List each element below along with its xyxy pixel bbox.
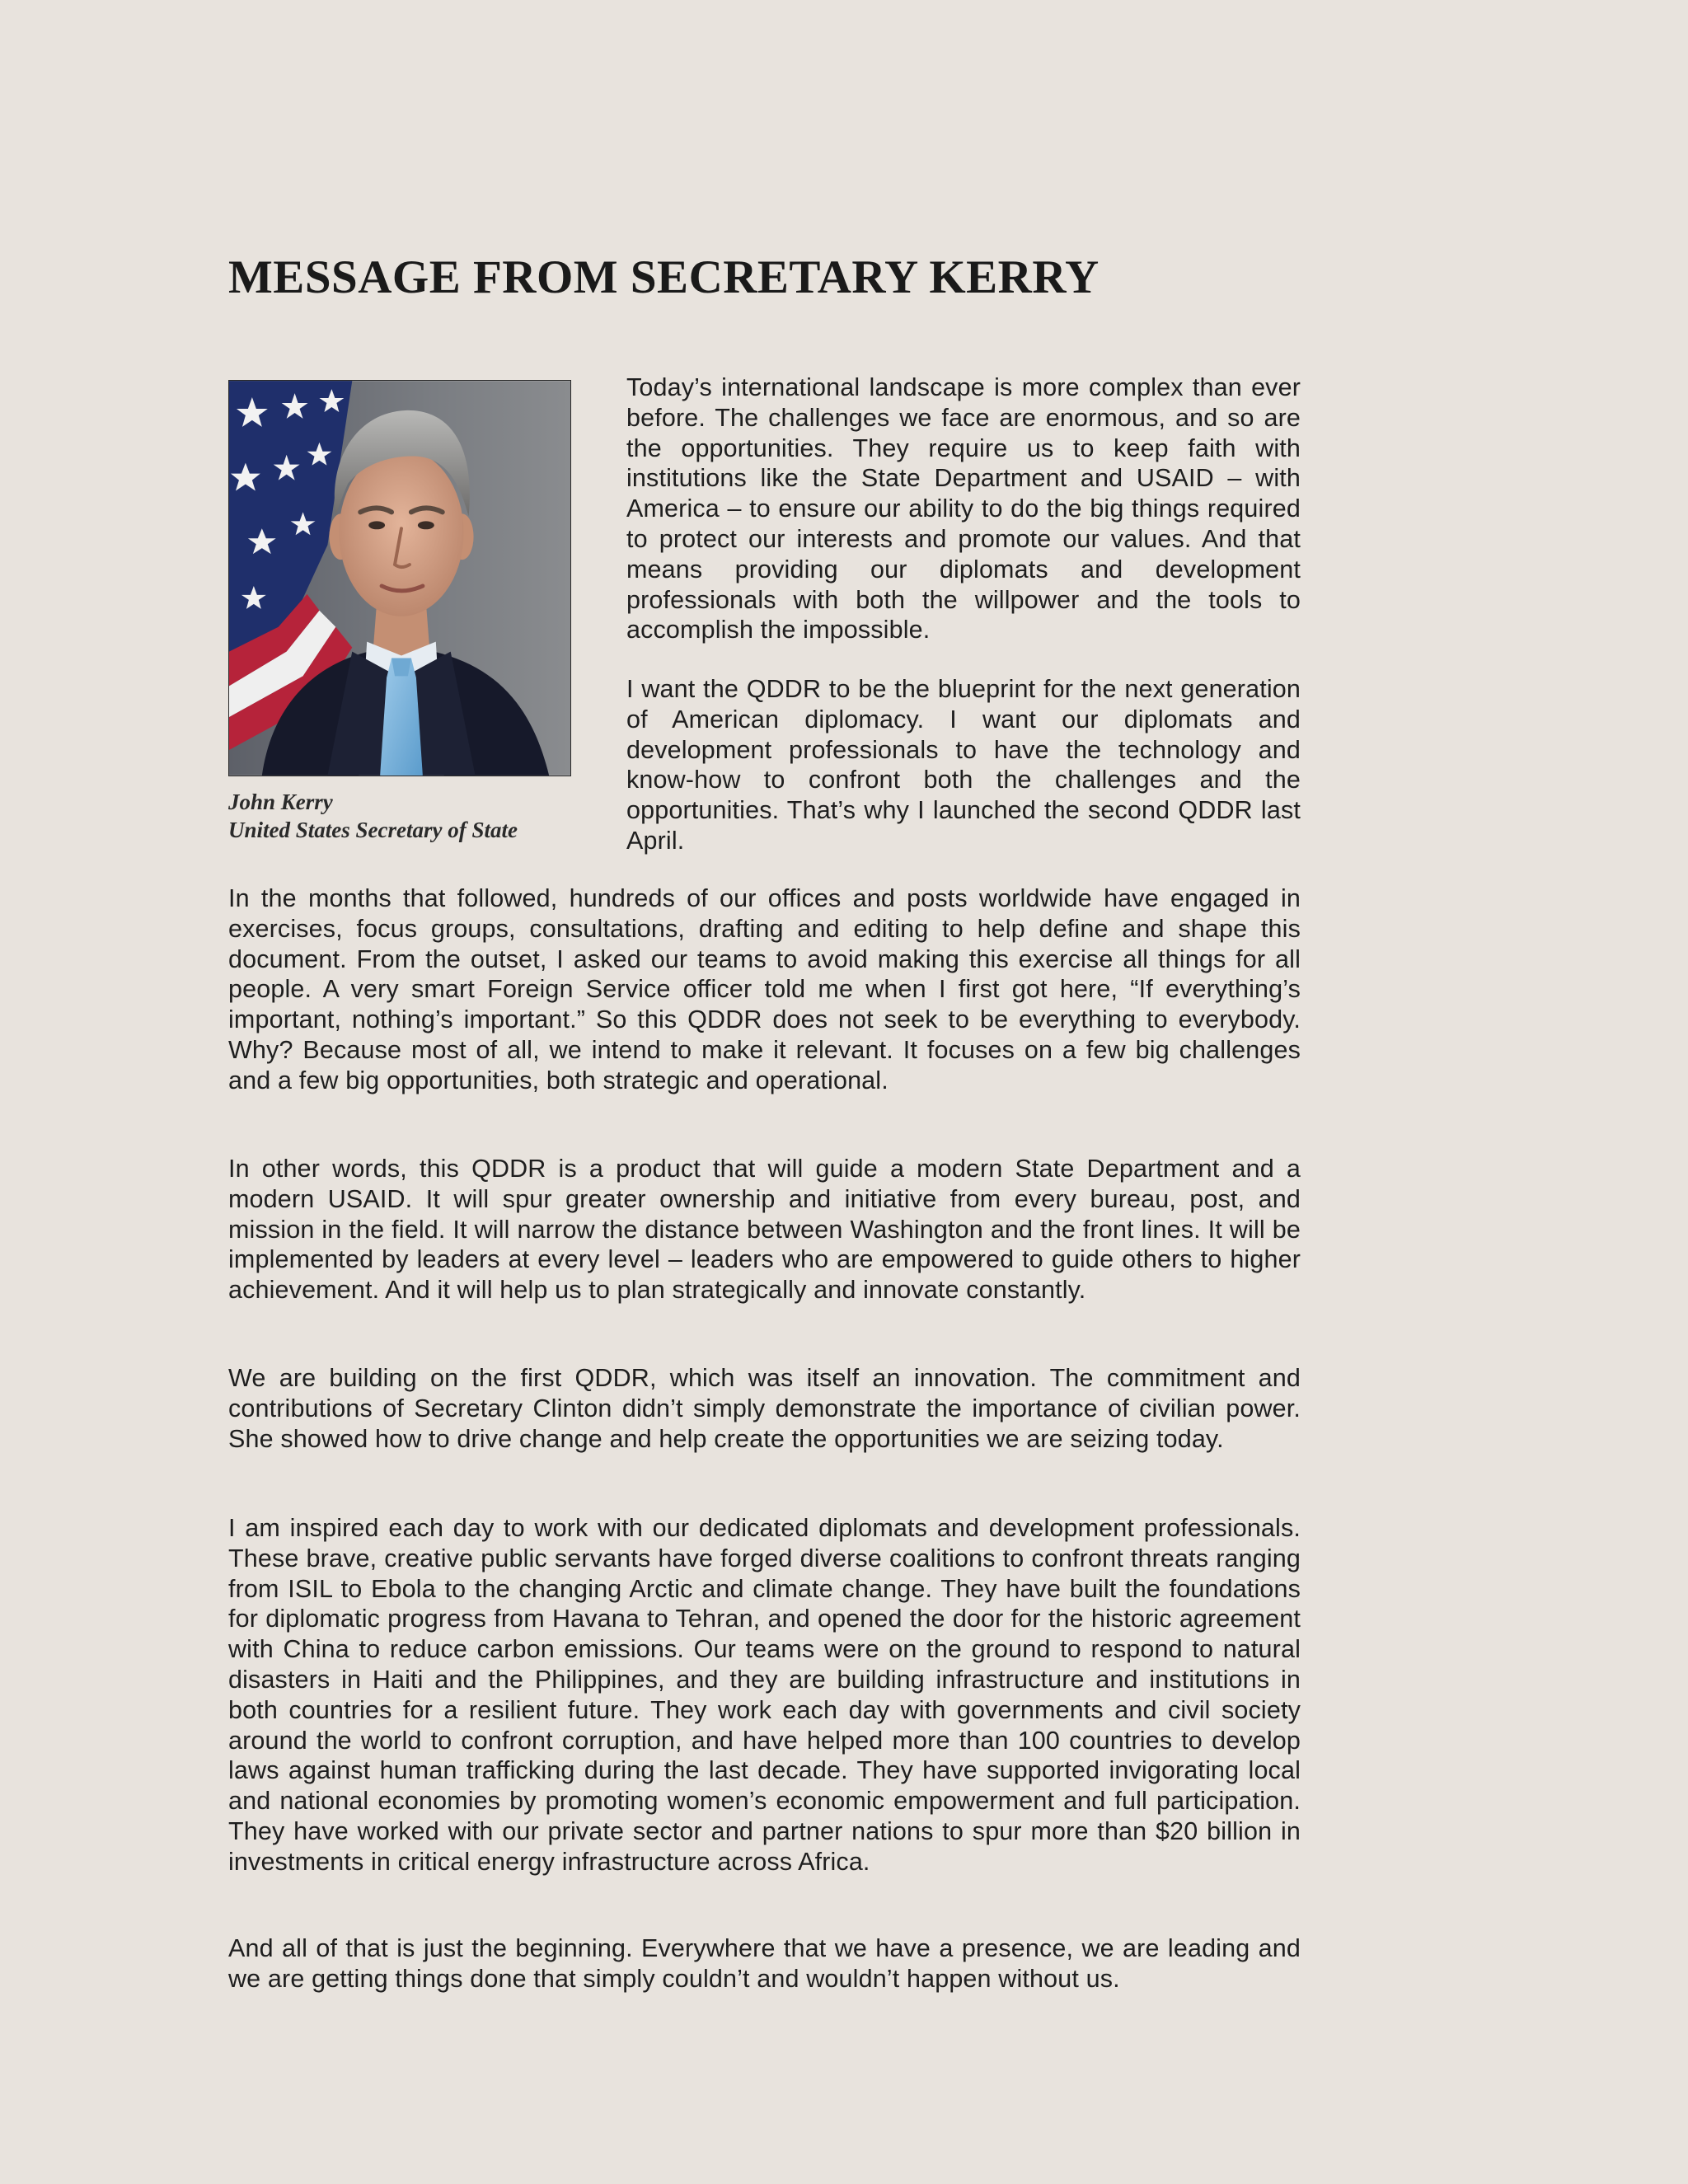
page-title: MESSAGE FROM SECRETARY KERRY xyxy=(228,251,1100,304)
paragraph: In other words, this QDDR is a product that will guide a modern State Department and a modern USAID. It will spur greater ownership and initiative from every bureau, post, and mission in the field. It will narrow the distance between Washington and the front lines. It will be implemented by leaders at every level – leaders who are empowered to guide others to higher achievement. And it will help us to plan strategically and innovate constantly. xyxy=(228,1155,1301,1305)
portrait-caption xyxy=(228,788,571,844)
paragraph: In the months that followed, hundreds of our offices and posts worldwide have engaged in exercises, focus groups, consultations, drafting and editing to help define and shape this document. From the outset, I asked our teams to avoid making this exercise all things for all people. A very smart Foreign Service officer told me when I first got here, “If everything’s important, nothing’s important.” So this QDDR does not seek to be everything to everybody. Why? Because most of all, we intend to make it relevant. It focuses on a few big challenges and a few big opportunities, both strategic and operational. xyxy=(228,884,1301,1094)
portrait-figure xyxy=(228,380,571,844)
paragraph: We are building on the first QDDR, which was itself an innovation. The commitment and contributions of Secretary Clinton didn’t simply demonstrate the importance of civilian power. She showed how to drive change and help create the opportunities we are seizing today. xyxy=(228,1364,1301,1453)
paragraph: Today’s international landscape is more complex than ever before. The challenges we face are enormous, and so are the opportunities. They require us to keep faith with institutions like the State Department and USAID – with America – to ensure our ability to do the big things required to protect our interests and promote our values. And that means providing our diplomats and development professionals with both the willpower and the tools to accomplish the impossible. xyxy=(626,373,1301,644)
paragraph: And all of that is just the beginning. Everywhere that we have a presence, we are leading and we are getting things done that simply couldn’t and wouldn’t happen without us. xyxy=(228,1934,1301,1993)
paragraph: I am inspired each day to work with our dedicated diplomats and development professionals. These brave, creative public servants have forged diverse coalitions to confront threats ranging from ISIL to Ebola to the changing Arctic and climate change. They have built the foundations for diplomatic progress from Havana to Tehran, and opened the door for the historic agreement with China to reduce carbon emissions. Our teams were on the ground to respond to natural disasters in Haiti and the Philippines, and they are building infrastructure and institutions in both countries for a resilient future. They work each day with governments and civil society around the world to confront corruption, and have helped more than 100 countries to develop laws against human trafficking during the last decade. They have supported invigorating local and national economies by promoting women’s economic empowerment and full participation. They have worked with our private sector and partner nations to spur more than $20 billion in investments in critical energy infrastructure across Africa. xyxy=(228,1514,1301,1876)
paragraph: I want the QDDR to be the blueprint for the next generation of American diplomacy. I want our diplomats and development professionals to have the technology and know-how to confront both the challenges and the opportunities. That’s why I launched the second QDDR last April. xyxy=(626,675,1301,855)
portrait-illustration xyxy=(229,381,570,776)
caption-name: John Kerry xyxy=(228,790,333,814)
portrait-photo xyxy=(228,380,571,776)
caption-role: United States Secretary of State xyxy=(228,818,518,842)
